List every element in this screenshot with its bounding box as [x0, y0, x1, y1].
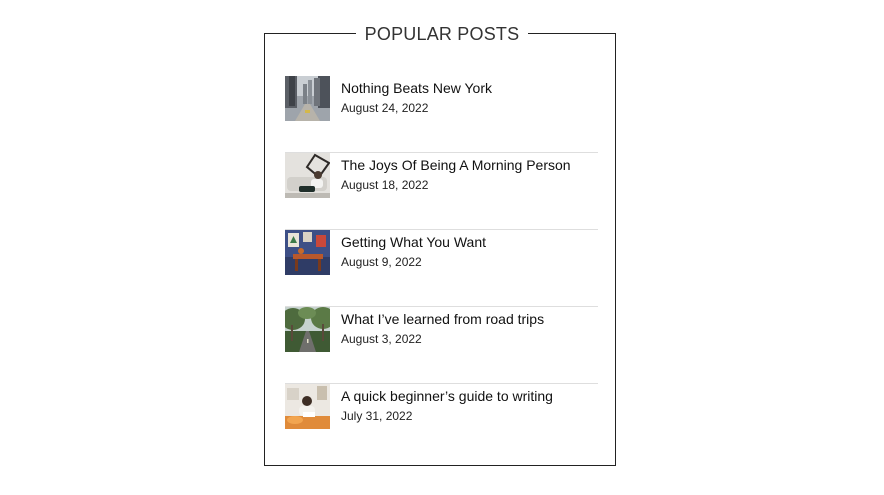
post-title-link[interactable]: A quick beginner’s guide to writing: [341, 388, 553, 404]
post-date: August 24, 2022: [341, 101, 429, 115]
list-item: [285, 76, 598, 153]
post-thumbnail[interactable]: [285, 76, 330, 121]
widget-title: POPULAR POSTS: [356, 20, 528, 48]
post-date: August 3, 2022: [341, 332, 422, 346]
post-date: August 9, 2022: [341, 255, 422, 269]
list-item: [285, 230, 598, 307]
post-thumbnail[interactable]: [285, 230, 330, 275]
popular-posts-widget: [264, 24, 616, 466]
post-title-link[interactable]: Nothing Beats New York: [341, 80, 492, 96]
woman-on-sofa-photo-icon: [285, 153, 330, 198]
city-street-photo-icon: [285, 76, 330, 121]
post-thumbnail[interactable]: [285, 307, 330, 352]
post-title-link[interactable]: The Joys Of Being A Morning Person: [341, 157, 571, 173]
post-title-link[interactable]: What I’ve learned from road trips: [341, 311, 545, 327]
woman-writing-photo-icon: [285, 384, 330, 429]
post-thumbnail[interactable]: [285, 153, 330, 198]
list-item: [285, 307, 598, 384]
tree-lined-road-photo-icon: [285, 307, 330, 352]
post-date: July 31, 2022: [341, 409, 413, 423]
post-title-link[interactable]: Getting What You Want: [341, 234, 487, 250]
list-item: [285, 384, 598, 461]
interior-desk-photo-icon: [285, 230, 330, 275]
post-list: [285, 76, 598, 461]
post-thumbnail[interactable]: [285, 384, 330, 429]
list-item: [285, 153, 598, 230]
post-date: August 18, 2022: [341, 178, 429, 192]
